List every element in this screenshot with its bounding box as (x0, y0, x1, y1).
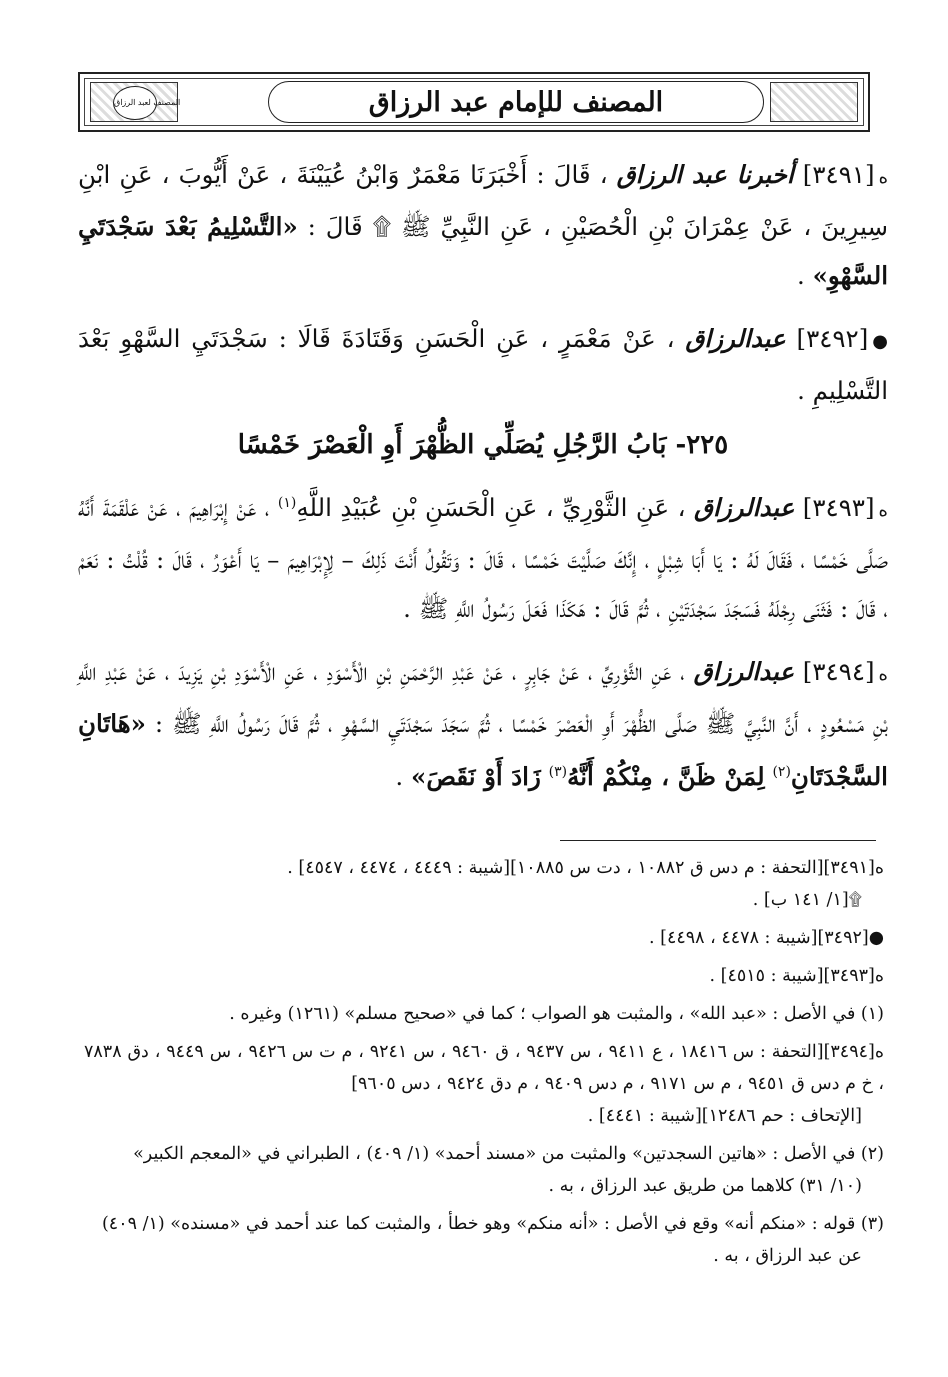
entry-text: ، قَالَ : أَخْبَرَنَا مَعْمَرٌ وَابْنُ عُيَيْنَةَ ، عَنْ أَيُّوبَ ، عَنِ ابْنِ سِيرِينَ ، عَنْ عِمْرَانَ بْنِ الْحُصَيْنِ ، عَنِ النَّبِيِّ ﷺ ۩ قَالَ : (78, 160, 888, 241)
entry-quote-continued: لِمَنْ ظَنَّ ، مِنْكُمْ أَنَّهُ (567, 762, 765, 792)
note-text: [٣٤٩٢][شيبة : ٤٤٧٨ ، ٤٤٩٨] . (649, 928, 869, 948)
entry-source: أخبرنا عبد الرزاق (616, 160, 794, 189)
footnote-ref-1[interactable]: (١) (277, 495, 297, 511)
entry-quote-end: زَادَ أَوْ نَقَصَ» (411, 762, 541, 792)
footnote-2 (84, 1138, 884, 1202)
entry-text-continued: ، عَنْ إِبْرَاهِيمَ ، عَنْ عَلْقَمَةَ أَنَّهُ صَلَّى خَمْسًا ، فَقَالَ لَهُ : يَا أَبَا شِبْلٍ ، إِنَّكَ صَلَّيْتَ خَمْسًا ، قَالَ : وَتَقُولُ أَنْتَ ذَلِكَ – لِإِبْرَاهِيمَ – يَا أَعْوَرُ ، قَالَ : قُلْتُ : نَعَمْ ، قَالَ : فَثَنَى رِجْلَهُ فَسَجَدَ سَجْدَتَيْنِ ، ثُمَّ قَالَ : هَكَذَا فَعَلَ رَسُولُ اللَّهِ ﷺ . (78, 493, 888, 624)
page-header (78, 72, 870, 132)
entry-number: [٣٤٩٣] (802, 493, 875, 523)
note-marker: ه (874, 858, 884, 878)
footnote-1 (84, 998, 884, 1030)
note-marker: ه (874, 966, 884, 986)
hadith-entry-3493 (78, 479, 888, 633)
footnote-3491 (84, 852, 884, 916)
main-text (78, 150, 888, 801)
note-text-continued: [الإتحاف : حم ١٢٤٨٦][شيبة : ٤٤٤١] . (587, 1106, 862, 1126)
entry-text: ، عَنْ مَعْمَرٍ ، عَنِ الْحَسَنِ وَقَتَادَةَ قَالَا : سَجْدَتَيِ السَّهْوِ بَعْدَ التَّسْلِيمِ . (78, 324, 888, 405)
footnote-ref-2[interactable]: (٢) (772, 764, 791, 781)
hadith-entry-3492 (78, 314, 888, 415)
footnote-ref-3[interactable]: (٣) (548, 764, 568, 781)
header-title-frame (268, 81, 764, 123)
note-text-continued: (١٠/ ٣١) كلاهما من طريق عبد الرزاق ، به . (548, 1176, 862, 1196)
entry-end: . (395, 762, 404, 792)
entry-text: ، عَنِ الثَّوْرِيِّ ، عَنِ الْحَسَنِ بْنِ عُبَيْدِ اللَّهِ (296, 493, 686, 523)
entry-source: عبدالرزاق (694, 493, 795, 523)
note-text-continued: ۩[١/ ١٤١ ب] . (752, 890, 862, 910)
entry-marker: ه (878, 500, 888, 522)
hadith-entry-3494 (78, 647, 888, 801)
note-text: (٢) في الأصل : «هاتين السجدتين» والمثبت من «مسند أحمد» (١/ ٤٠٩) ، الطبراني في «المعجم الكبير» (133, 1144, 884, 1164)
note-text: [٣٤٩١][التحفة : م دس ق ١٠٨٨٢ ، دت س ١٠٨٨٥][شيبة : ٤٤٤٩ ، ٤٤٧٤ ، ٤٥٤٧] . (287, 858, 875, 878)
note-marker: ● (868, 928, 884, 948)
entry-marker: ه (878, 664, 888, 686)
note-text: (١) في الأصل : «عبد الله» ، والمثبت هو الصواب ؛ كما في «صحيح مسلم» (١٢٦١) وغيره . (229, 1004, 884, 1024)
book-emblem-icon: المصنف لعبد الرزاق (113, 86, 157, 120)
header-ornament-left (90, 82, 181, 122)
hadith-entry-3491 (78, 150, 888, 300)
footnotes (84, 852, 884, 1278)
note-text: [٣٤٩٤][التحفة : س ١٨٤١٦ ، ع ٩٤١١ ، س ٩٤٣٧ ، ق ٩٤٦٠ ، س ٩٢٤١ ، م ت س ٩٤٢٦ ، س ٩٤٤٩ ، دق ٧٨٣٨ ، خ م دس ق ٩٤٥١ ، م س ٩١٧١ ، م دس ٩٤٠٩ ، م دق ٩٤٢٤ ، دس ٩٦٠٥] (84, 1042, 884, 1094)
header-ornament-right (770, 82, 858, 122)
entry-marker: ه (878, 167, 888, 188)
entry-number: [٣٤٩٢] (796, 324, 869, 353)
entry-quote: «هَاتَانِ السَّجْدَتَانِ (78, 709, 888, 792)
header-title: المصنف للإمام عبد الرزاق (368, 86, 664, 118)
entry-quote: «التَّسْلِيمُ بَعْدَ سَجْدَتَيِ السَّهْوِ» (78, 212, 888, 290)
entry-source: عبدالرزاق (693, 657, 794, 687)
entry-source: عبدالرزاق (685, 324, 786, 353)
footnote-3494 (84, 1036, 884, 1132)
footnote-3493 (84, 960, 884, 992)
entry-number: [٣٤٩١] (802, 160, 875, 189)
entry-end: . (797, 261, 805, 290)
chapter-heading: ٢٢٥- بَابُ الرَّجُلِ يُصَلِّي الظُّهْرَ أَوِ الْعَصْرَ خَمْسًا (237, 430, 729, 460)
note-text: [٣٤٩٣][شيبة : ٤٥١٥] . (709, 966, 875, 986)
footnote-separator (560, 840, 876, 841)
entry-marker: ● (872, 331, 888, 352)
note-text-continued: عن عبد الرزاق ، به . (713, 1246, 862, 1266)
note-marker: ه (874, 1042, 885, 1062)
footnote-3492 (84, 922, 884, 954)
footnote-3 (84, 1208, 884, 1272)
note-text: (٣) قوله : «منكم أنه» وقع في الأصل : «أنه منكم» وهو خطأ ، والمثبت كما عند أحمد في «مسنده» (١/ ٤٠٩) (101, 1214, 884, 1234)
entry-number: [٣٤٩٤] (802, 657, 875, 687)
entry-text: ، عَنِ الثَّوْرِيِّ ، عَنْ جَابِرٍ ، عَنْ عَبْدِ الرَّحْمَنِ بْنِ الْأَسْوَدِ ، عَنِ الْأَسْوَدِ بْنِ يَزِيدَ ، عَنْ عَبْدِ اللَّهِ بْنِ مَسْعُودٍ ، أَنَّ النَّبِيَّ ﷺ صَلَّى الظُّهْرَ أَوِ الْعَصْرَ خَمْسًا ، ثُمَّ سَجَدَ سَجْدَتَيِ السَّهْوِ ، ثُمَّ قَالَ رَسُولُ اللَّهِ ﷺ : (78, 657, 888, 739)
